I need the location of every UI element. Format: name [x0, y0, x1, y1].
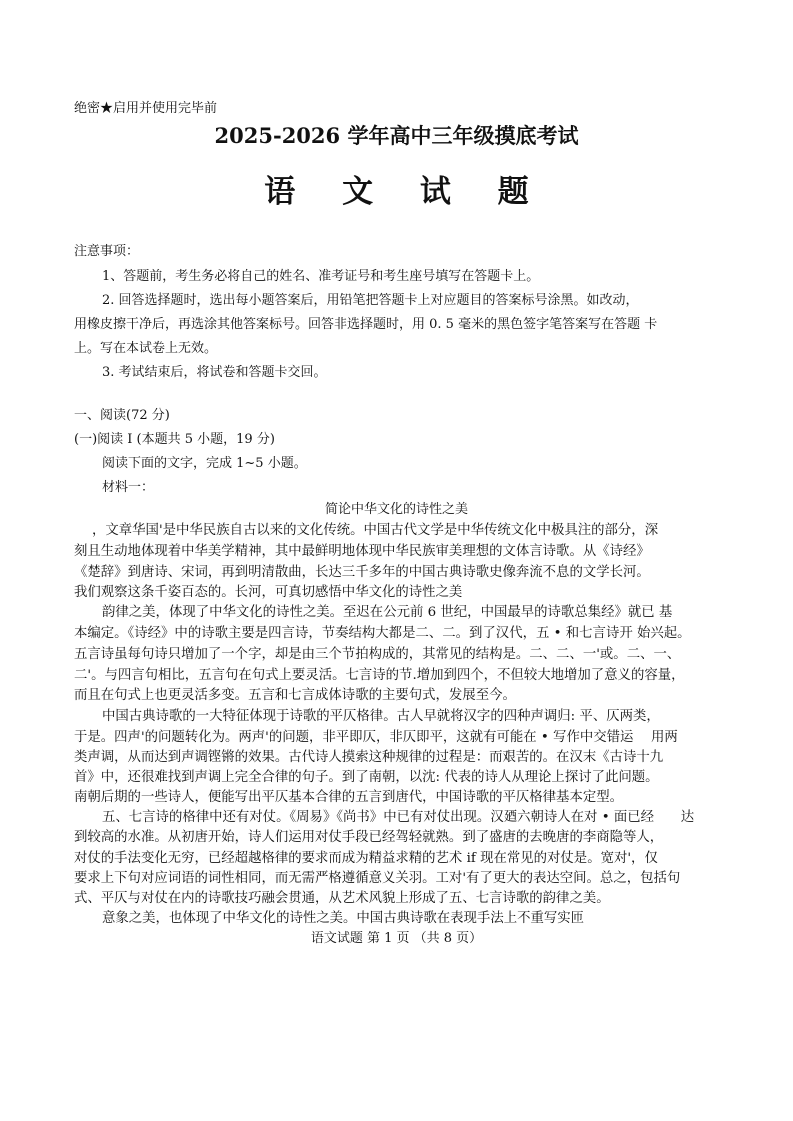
- article-line: 本编定。《诗经》中的诗歌主要是四言诗，节奏结构大都是二、二。到了汉代，五 • 和七言诗开 始兴起。: [74, 626, 691, 641]
- notice-line: 上。写在本试卷上无效。: [74, 341, 218, 356]
- material-label: 材料一：: [102, 480, 155, 495]
- notice-line: 1、答题前，考生务必将自己的姓名、准考证号和考生座号填写在答题卡上。: [102, 269, 540, 284]
- article-line: 南朝后期的一些诗人，便能写出平仄基本合律的五言到唐代，中国诗歌的平仄格律基本定型。: [74, 790, 624, 805]
- notice-line: 用橡皮擦干净后，再选涂其他答案标号。回答非选择题时，用 0. 5 毫米的黑色签字笔答案写在答题 卡: [74, 317, 658, 332]
- notice-line: 2. 回答选择题时，选出每小题答案后，用铅笔把答题卡上对应题目的答案标号涂黑。如改动，: [102, 293, 639, 308]
- article-line: 我们观察这条千姿百态的。长河，可真切感悟中华文化的诗性之美: [74, 585, 463, 600]
- notice-heading: 注意事项：: [74, 244, 140, 259]
- article-line: 到较高的水准。从初唐开始，诗人们运用对仗手段已经驾轻就熟。到了盛唐的去晚唐的李商隐等人，: [74, 830, 664, 845]
- article-line: 韵律之美，体现了中华文化的诗性之美。至迟在公元前 6 世纪，中国最早的诗歌总集经》就已 基: [102, 605, 673, 620]
- exam-title: 2025-2026 学年高中三年级摸底考试: [214, 123, 579, 148]
- article-line: 五言诗虽每句诗只增加了一个字，却是由三个节拍构成的，其常见的结构是。二、二、一'或。二、一、: [74, 647, 681, 662]
- article-line: 类声调，从而达到声调铿锵的效果。古代诗人摸索这种规律的过程是：而艰苦的。在汉末《古诗十九: [74, 750, 664, 765]
- notice-line: 3. 考试结束后，将试卷和答题卡交回。: [102, 365, 327, 380]
- instruction: 阅读下面的文字，完成 1~5 小题。: [102, 456, 307, 471]
- article-line: 首》中，还很难找到声调上完全合律的句子。到了南朝，以沈: 代表的诗人从理论上探讨了此问题。: [74, 770, 659, 785]
- article-line: 刻且生动地体现着中华美学精神，其中最鲜明地体现中华民族审美理想的文体言诗歌。从《诗经》: [74, 544, 650, 559]
- subsection-heading: (一)阅读 I (本题共 5 小题，19 分): [74, 432, 275, 447]
- confidential-label: 绝密★启用并使用完毕前: [74, 101, 218, 116]
- article-line: 式、平仄与对仗在内的诗歌技巧融会贯通，从艺术风貌上形成了五、七言诗歌的韵律之美。: [74, 891, 610, 906]
- article-line: 对仗的手法变化无穷，已经超越格律的要求而成为精益求精的艺术 if 现在常见的对仗是。宽对'，仅: [74, 851, 658, 866]
- article-line: 意象之美，也体现了中华文化的诗性之美。中国古典诗歌在表现手法上不重写实匝: [102, 911, 585, 926]
- article-line: 中国古典诗歌的一大特征体现于诗歌的平仄格律。古人早就将汉字的四种声调归: 平、仄两类，: [102, 709, 660, 724]
- article-line: 《楚辞》到唐诗、宋词，再到明清散曲，长达三千多年的中国古典诗歌史像奔流不息的文学长河。: [74, 565, 650, 580]
- section-heading: 一、阅读(72 分): [74, 408, 170, 423]
- subject-title: 语 文 试 题: [264, 174, 547, 210]
- article-line: 而且在句式上也更灵活多变。五言和七言成体诗歌的主要句式，发展至今。: [74, 688, 516, 703]
- article-line: 二'。与四言句相比，五言句在句式上要灵活。七言诗的节.增加到四个，不但较大地增加了意义的容量，: [74, 668, 685, 683]
- article-line: 要求上下句对应词语的词性相同，而无需严格遵循意义关羽。工对'有了更大的表达空间。总之，包括句: [74, 871, 681, 886]
- article-line: ，文章华国'是中华民族自古以来的文化传统。中国古代文学是中华传统文化中极具注的部分，深: [92, 523, 659, 538]
- article-title: 简论中华文化的诗性之美: [324, 502, 468, 517]
- article-line: 五、七言诗的格律中还有对仗。《周易》《尚书》中已有对仗出现。汉廼六朝诗人在对 • 面已经 达: [102, 810, 695, 825]
- page-footer: 语文试题 第 1 页 （共 8 页）: [310, 931, 483, 946]
- article-line: 于是。四声'的问题转化为。两声'的问题，非平即仄，非仄即平，这就有可能在 • 写作中交错运 用两: [74, 730, 678, 745]
